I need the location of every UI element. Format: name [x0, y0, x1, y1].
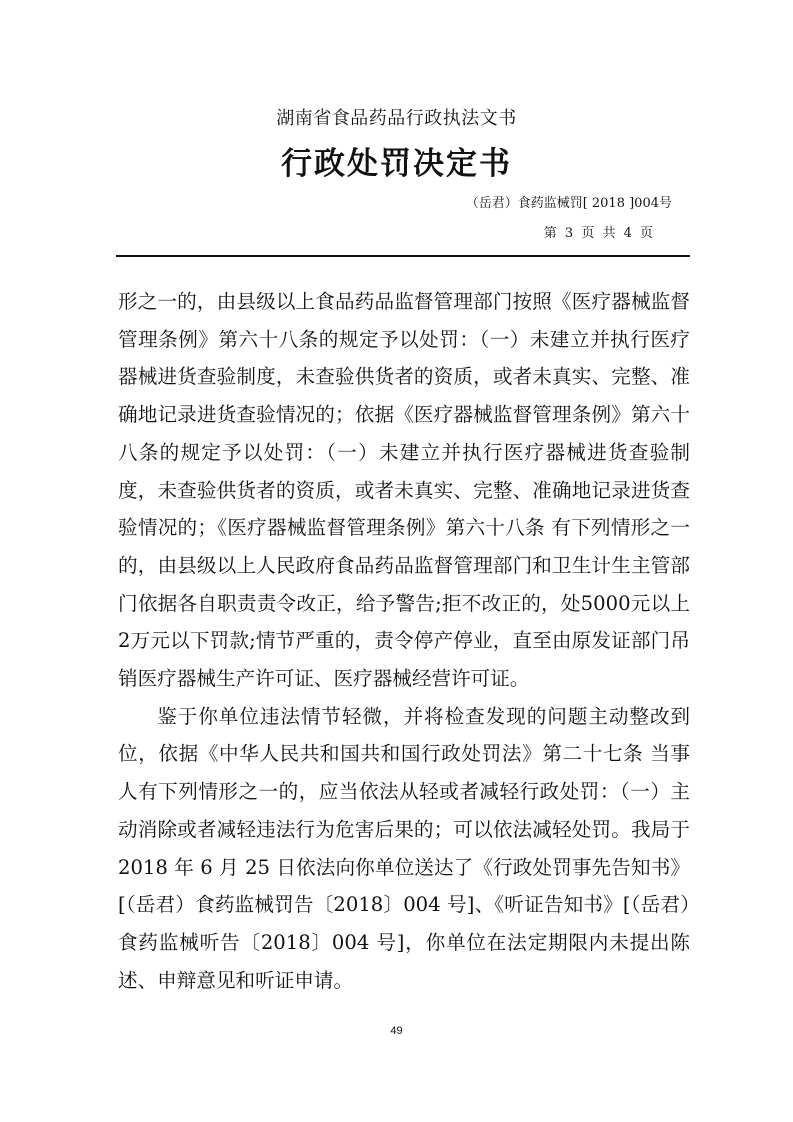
body-paragraph: 形之一的，由县级以上食品药品监督管理部门按照《医疗器械监督管理条例》第六十八条的规定予以处罚：（一）未建立并执行医疗器械进货查验制度，未查验供货者的资质，或者未真实、完整、准确地记录进货查验情况的；依据《医疗器械监督管理条例》第六十八条的规定予以处罚：（一）未建立并执行医疗器械进货查验制度，未查验供货者的资质，或者未真实、完整、准确地记录进货查验情况的；《医疗器械监督管理条例》第六十八条 有下列情形之一的，由县级以上人民政府食品药品监督管理部门和卫生计生主管部门依据各自职责责令改正，给予警告;拒不改正的，处5000元以上2万元以下罚款;情节严重的，责令停产停业，直至由原发证部门吊销医疗器械生产许可证、医疗器械经营许可证。: [118, 290, 690, 691]
body-paragraph: 鉴于你单位违法情节轻微，并将检查发现的问题主动整改到位，依据《中华人民共和国共和国行政处罚法》第二十七条 当事人有下列情形之一的，应当依法从轻或者减轻行政处罚：（一）主动消除或者减轻违法行为危害后果的；可以依法减轻处罚。我局于 2018 年 6 月 25 日依法向你单位送达了《行政处罚事先告知书》[（岳君）食药监械罚告〔2018〕004 号]、《听证告知书》[（岳君）食药监械听告〔2018〕004 号]，你单位在法定期限内未提出陈述、申辩意见和听证申请。: [118, 704, 690, 992]
document-number: （岳君）食药监械罚[ 2018 ]004号: [465, 196, 672, 211]
document-body: [118, 283, 690, 999]
page-count: 第 3 页 共 4 页: [543, 226, 653, 241]
document-issuer: 湖南省食品药品行政执法文书: [276, 108, 517, 129]
page-number: 49: [390, 1025, 403, 1037]
header-divider: [116, 255, 690, 257]
document-title: 行政处罚决定书: [281, 146, 512, 182]
